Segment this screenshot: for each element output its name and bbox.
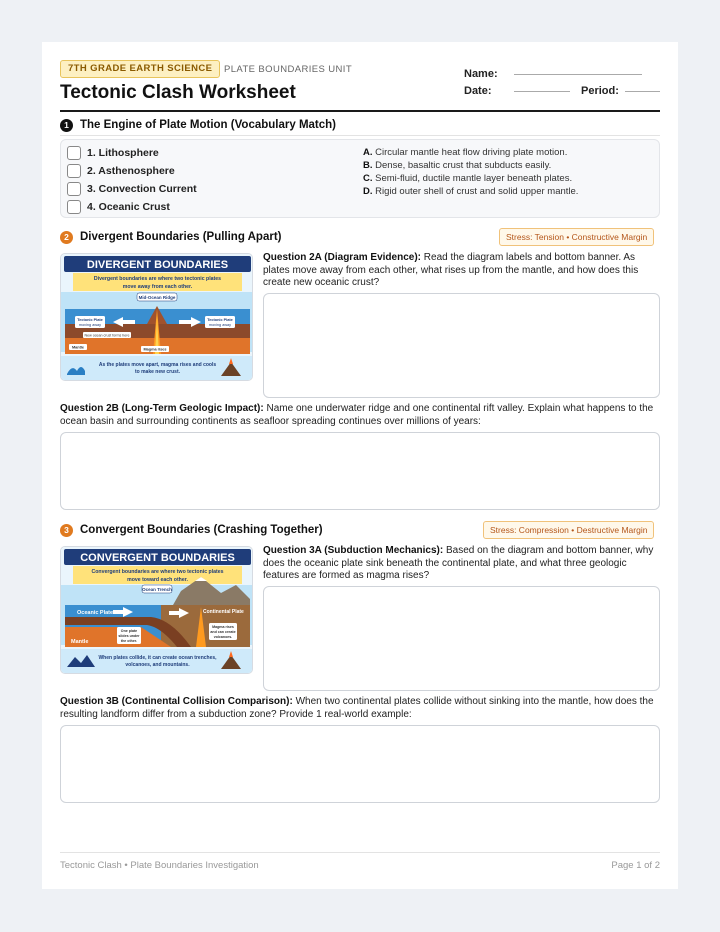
term-3: 3. Convection Current [87,183,197,195]
svg-text:Convergent boundaries are wher: Convergent boundaries are where two tectonic plates [91,569,224,575]
svg-text:volcanoes.: volcanoes. [213,635,233,639]
vocab-match-box [60,139,660,218]
worksheet-page [42,42,678,889]
svg-text:volcanoes, and mountains.: volcanoes, and mountains. [125,662,190,668]
definition-d: D. Rigid outer shell of crust and solid upper mantle. [363,186,579,197]
section-3-stress-badge: Stress: Compression • Destructive Margin [483,521,654,539]
unit-label: PLATE BOUNDARIES UNIT [224,64,353,75]
period-label: Period: [581,85,619,97]
svg-text:Divergent boundaries are where: Divergent boundaries are where two tectonic plates [93,276,222,282]
svg-text:move away from each other.: move away from each other. [122,284,193,290]
definition-b: B. Dense, basaltic crust that subducts easily. [363,160,552,171]
answer-3b-box[interactable] [60,725,660,803]
grade-tag: 7TH GRADE EARTH SCIENCE [60,60,220,78]
svg-text:Magma rises: Magma rises [143,347,167,352]
svg-text:to make new crust.: to make new crust. [134,369,181,375]
page-title: Tectonic Clash Worksheet [60,82,296,103]
svg-text:Mantle: Mantle [71,345,85,350]
name-label: Name: [464,68,498,80]
term-2: 2. Asthenosphere [87,165,175,177]
term-3-checkbox[interactable] [67,182,81,196]
svg-text:the other.: the other. [120,639,138,643]
svg-text:move toward each other.: move toward each other. [127,577,188,583]
section-3-title: Convergent Boundaries (Crashing Together) [80,524,323,536]
footer-page-number: Page 1 of 2 [611,860,660,871]
svg-text:Tectonic Plate: Tectonic Plate [77,318,103,322]
divergent-banner: DIVERGENT BOUNDARIES [86,259,229,271]
term-1-checkbox[interactable] [67,146,81,160]
answer-2a-box[interactable] [263,293,660,398]
date-line[interactable] [514,91,570,92]
svg-text:Magma rises: Magma rises [212,625,234,629]
question-3a: Question 3A (Subduction Mechanics): Based on the diagram and bottom banner, why does the oceanic plate sink beneath the continental plate, and what three geologic features are formed as magma rises? [263,545,654,582]
svg-text:Oceanic Plate: Oceanic Plate [77,610,114,616]
svg-text:When plates collide, it can cr: When plates collide, it can create ocean trenches, [98,655,217,661]
date-label: Date: [464,85,492,97]
section-1-title: The Engine of Plate Motion (Vocabulary Match) [80,119,336,131]
footer-left: Tectonic Clash • Plate Boundaries Investigation [60,860,259,871]
term-2-checkbox[interactable] [67,164,81,178]
term-1: 1. Lithosphere [87,147,159,159]
svg-text:New ocean crust forms here: New ocean crust forms here [84,333,130,338]
divergent-diagram [60,253,253,381]
svg-text:Continental Plate: Continental Plate [203,609,244,615]
name-line[interactable] [514,74,642,75]
svg-text:One plate: One plate [120,629,138,633]
convergent-banner: CONVERGENT BOUNDARIES [80,552,235,564]
definition-a: A. Circular mantle heat flow driving plate motion. [363,147,568,158]
section-3-number: 3 [60,524,73,537]
term-4-checkbox[interactable] [67,200,81,214]
section-2-stress-badge: Stress: Tension • Constructive Margin [499,228,654,246]
svg-text:As the plates move apart, magm: As the plates move apart, magma rises and cools [98,362,217,368]
svg-text:and can create: and can create [210,630,236,634]
section-1-divider [60,135,660,136]
question-3b: Question 3B (Continental Collision Comparison): When two continental plates collide without sinking into the mantle, how does the resulting landform differ from a subduction zone? Provide 1 real-world example: [60,696,654,720]
section-2-title: Divergent Boundaries (Pulling Apart) [80,231,282,243]
svg-text:Tectonic Plate: Tectonic Plate [207,318,233,322]
question-2a: Question 2A (Diagram Evidence): Read the diagram labels and bottom banner. As plates move away from each other, what rises up from the mantle, and how does this create new oceanic crust? [263,252,639,289]
convergent-diagram [60,546,253,674]
svg-text:Ocean Trench: Ocean Trench [142,587,172,592]
header-rule [60,110,660,112]
term-4: 4. Oceanic Crust [87,201,170,213]
question-2b: Question 2B (Long-Term Geologic Impact): Name one underwater ridge and one continental rift valley. Explain what happens to the ocean basin and surrounding continents as seafloor spreading continues over millions of years: [60,403,654,427]
svg-text:Mantle: Mantle [71,639,89,645]
footer-divider [60,852,660,853]
svg-text:moving away: moving away [208,323,232,327]
svg-text:moving away: moving away [78,323,102,327]
period-line[interactable] [625,91,660,92]
svg-text:slides under: slides under [118,634,140,638]
svg-text:Mid-Ocean Ridge: Mid-Ocean Ridge [138,295,176,300]
answer-3a-box[interactable] [263,586,660,691]
answer-2b-box[interactable] [60,432,660,510]
section-1-number: 1 [60,119,73,132]
definition-c: C. Semi-fluid, ductile mantle layer beneath plates. [363,173,573,184]
section-2-number: 2 [60,231,73,244]
